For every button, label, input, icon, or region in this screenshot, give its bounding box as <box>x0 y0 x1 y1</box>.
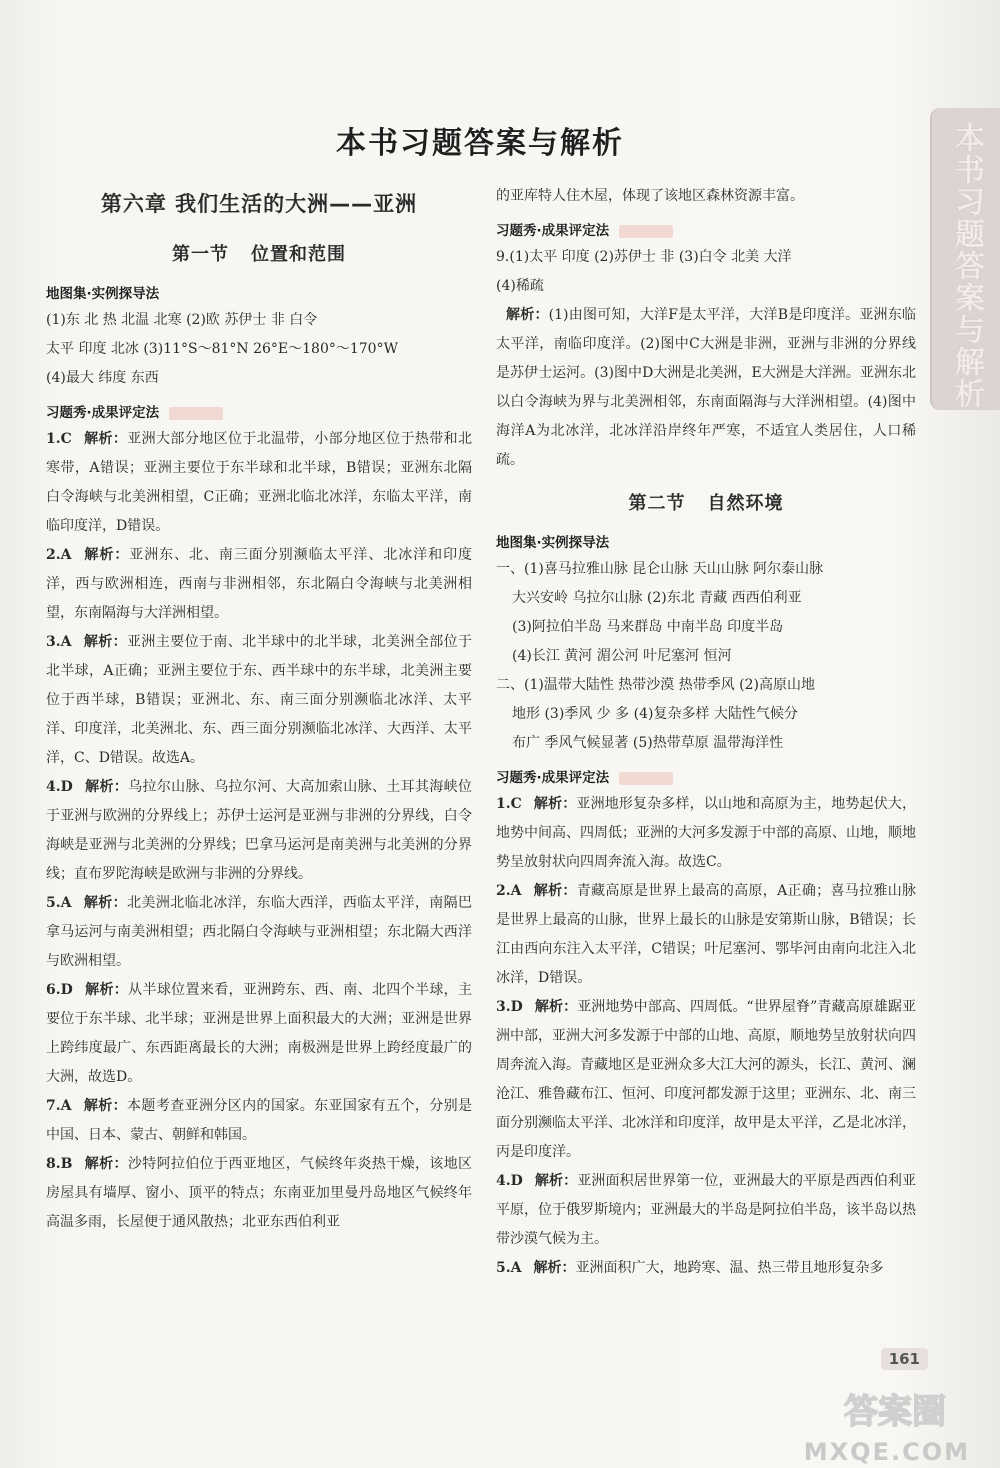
left-column <box>46 182 472 1237</box>
right-column <box>496 182 916 1283</box>
answer-line: 布广 季风气候显著 (5)热带草原 温带海洋性 <box>512 735 784 751</box>
page-number: 161 <box>881 1348 928 1370</box>
subhead-exercise: 习题秀·成果评定法 <box>46 401 472 421</box>
answer-item: 3.D 解析：亚洲地势中部高、四周低。“世界屋脊”青藏高原雄踞亚洲中部，亚洲大河多发源于中部的山地、高原，顺地势呈放射状向四周奔流入海。青藏地区是亚洲众多大江大河的源头，长江、黄河、澜沧江、雅鲁藏布江、恒河、印度河都发源于这里；亚洲东、北、南三面分别濒临太平洋、北冰洋和印度洋，故甲是太平洋，乙是北冰洋，丙是印度洋。 <box>496 999 916 1160</box>
stamp-mark <box>619 772 673 785</box>
answer-analysis: 解析：(1)由图可知，大洋F是太平洋，大洋B是印度洋。亚洲东临太平洋，南临印度洋。(2)图中C大洲是非洲，亚洲与非洲的分界线是苏伊士运河。(3)图中D大洲是北美洲，E大洲是大洋洲。亚洲东北以白令海峡为界与北美洲相邻，东南面隔海与大洋洲相望。(4)图中海洋A为北冰洋，北冰洋沿岸终年严寒，不适宜人类居住，人口稀疏。 <box>496 307 917 468</box>
section-title-1 <box>46 240 472 266</box>
answer-item: 4.D 解析：乌拉尔山脉、乌拉尔河、大高加索山脉、土耳其海峡位于亚洲与欧洲的分界线上；苏伊士运河是亚洲与非洲的分界线，白令海峡是亚洲与北美洲的分界线；巴拿马运河是南美洲与北美洲的分界线；直布罗陀海峡是欧洲与非洲的分界线。 <box>46 779 473 882</box>
answer-item: 3.A 解析：亚洲主要位于南、北半球中的北半球，北美洲全部位于北半球，A正确；亚洲主要位于东、西半球中的东半球，北美洲主要位于西半球，B错误；亚洲北、东、南三面分别濒临北冰洋、太平洋、印度洋，北美洲北、东、西三面分别濒临北冰洋、大西洋、太平洋，C、D错误。故选A。 <box>46 634 473 766</box>
section-name: 位置和范围 <box>251 244 346 265</box>
answer-line: (4)长江 黄河 湄公河 叶尼塞河 恒河 <box>512 648 732 664</box>
answer-line: 一、(1)喜马拉雅山脉 昆仑山脉 天山山脉 阿尔泰山脉 <box>496 561 824 577</box>
answer-item: 2.A 解析：青藏高原是世界上最高的高原，A正确；喜马拉雅山脉是世界上最高的山脉，世界上最长的山脉是安第斯山脉，B错误；长江由西向东注入太平洋，C错误；叶尼塞河、鄂毕河由南向北注入北冰洋，D错误。 <box>496 883 917 986</box>
answer-line: 太平 印度 北冰 (3)11°S～81°N 26°E～180°～170°W <box>46 341 398 357</box>
answer-line: (3)阿拉伯半岛 马来群岛 中南半岛 印度半岛 <box>512 619 784 635</box>
section-name: 自然环境 <box>707 493 784 514</box>
stamp-mark <box>619 225 673 238</box>
answer-item: 8.B 解析：沙特阿拉伯位于西亚地区，气候终年炎热干燥，该地区房屋具有墙厚、窗小、顶平的特点；东南亚加里曼丹岛地区气候终年高温多雨，长屋便于通风散热；北亚东西伯利亚 <box>46 1156 473 1230</box>
answer-item: 4.D 解析：亚洲面积居世界第一位，亚洲最大的平原是西西伯利亚平原，位于俄罗斯境内；亚洲最大的半岛是阿拉伯半岛，该半岛以热带沙漠气候为主。 <box>496 1173 917 1247</box>
chapter-title: 第六章 我们生活的大洲——亚洲 <box>100 192 418 216</box>
answer-line: 二、(1)温带大陆性 热带沙漠 热带季风 (2)高原山地 <box>496 677 816 693</box>
answer-item: 2.A 解析：亚洲东、北、南三面分别濒临太平洋、北冰洋和印度洋，西与欧洲相连，西南与非洲相邻，东北隔白令海峡与北美洲相望，东南隔海与大洋洲相望。 <box>46 547 473 621</box>
answer-item: 7.A 解析：本题考查亚洲分区内的国家。东亚国家有五个，分别是中国、日本、蒙古、朝鲜和韩国。 <box>46 1098 473 1143</box>
answer-item: 1.C 解析：亚洲大部分地区位于北温带，小部分地区位于热带和北寒带，A错误；亚洲主要位于东半球和北半球，B错误；亚洲东北隔白令海峡与北美洲相望，C正确；亚洲北临北冰洋，东临太平洋，南临印度洋，D错误。 <box>46 431 473 534</box>
subhead-map: 地图集·实例探导法 <box>496 535 610 551</box>
answer-item: 5.A 解析：亚洲面积广大，地跨寒、温、热三带且地形复杂多 <box>496 1260 884 1276</box>
subhead-exercise: 习题秀·成果评定法 <box>496 766 916 786</box>
section-title-2 <box>496 489 916 515</box>
watermark-logo-icon <box>820 1385 970 1435</box>
answer-line: (1)东 北 热 北温 北寒 (2)欧 苏伊士 非 白令 <box>46 312 318 328</box>
side-tab-label: 本书习题答案与解析 <box>949 122 984 410</box>
stamp-mark <box>169 407 223 420</box>
section-number: 第一节 <box>172 244 229 265</box>
page-title: 本书习题答案与解析 <box>336 126 624 161</box>
section-number: 第二节 <box>628 493 686 514</box>
subhead-exercise: 习题秀·成果评定法 <box>496 219 916 239</box>
answer-line: 9.(1)太平 印度 (2)苏伊士 非 (3)白令 北美 大洋 <box>496 249 792 265</box>
answer-line: (4)稀疏 <box>496 278 544 294</box>
watermark-text: MXQE.COM <box>803 1438 970 1466</box>
answer-item: 6.D 解析：从半球位置来看，亚洲跨东、西、南、北四个半球，主要位于东半球、北半球；亚洲是世界上面积最大的大洲；亚洲是世界上跨纬度最广、东西距离最长的大洲；南极洲是世界上跨经度最广的大洲，故选D。 <box>46 982 473 1085</box>
answer-item: 1.C 解析：亚洲地形复杂多样，以山地和高原为主，地势起伏大，地势中间高、四周低；亚洲的大河多发源于中部的高原、山地，顺地势呈放射状向四周奔流入海。故选C。 <box>496 796 917 870</box>
answer-line: 大兴安岭 乌拉尔山脉 (2)东北 青藏 西西伯利亚 <box>512 590 802 606</box>
answer-item: 5.A 解析：北美洲北临北冰洋，东临大西洋，西临太平洋，南隔巴拿马运河与南美洲相望；西北隔白令海峡与亚洲相望；东北隔大西洋与欧洲相望。 <box>46 895 473 969</box>
continued-line: 的亚库特人住木屋，体现了该地区森林资源丰富。 <box>496 188 804 204</box>
answer-line: 地形 (3)季风 少 多 (4)复杂多样 大陆性气候分 <box>512 706 798 722</box>
subhead-map: 地图集·实例探导法 <box>46 286 160 302</box>
answer-line: (4)最大 纬度 东西 <box>46 370 159 386</box>
svg-text:答案圈: 答案圈 <box>844 1392 946 1432</box>
side-tab <box>930 108 1000 410</box>
